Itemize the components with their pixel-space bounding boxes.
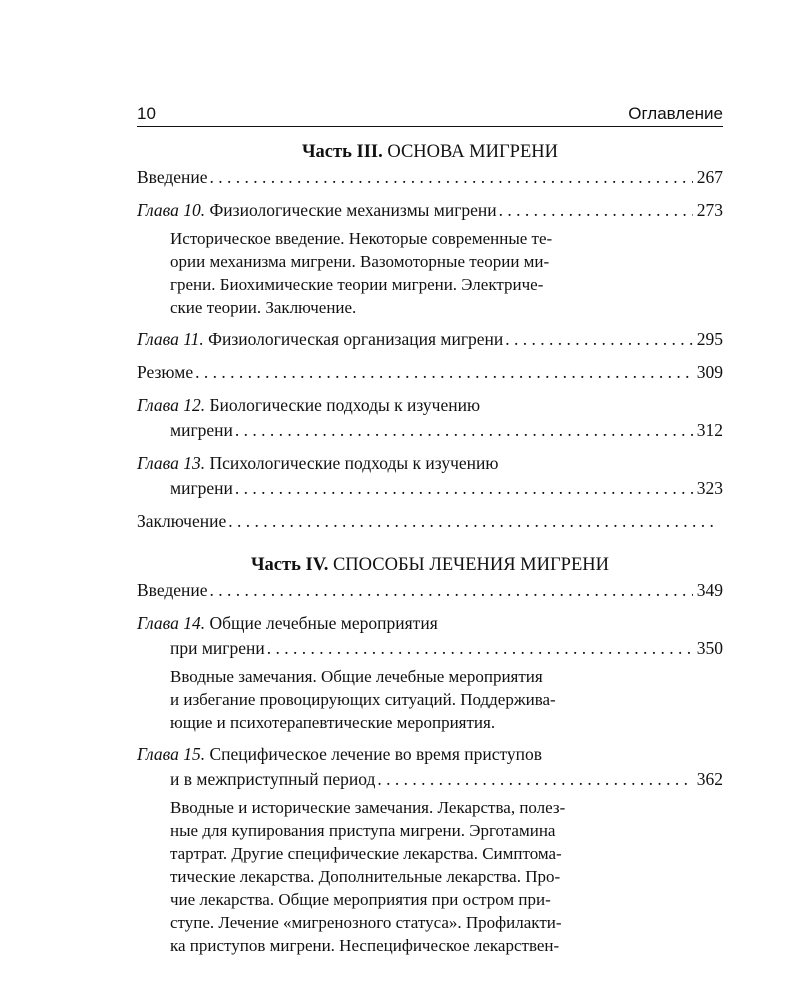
chapter-14-description: Вводные замечания. Общие лечебные мероприятия и избегание провоцирующих ситуаций. Поддержива- ющие и психотерапевтические мероприятия. (170, 667, 556, 732)
entry-page: 362 (696, 769, 723, 789)
entry-page: 349 (696, 580, 723, 600)
entry-page: 350 (696, 638, 723, 658)
leader-dots (265, 636, 693, 661)
toc-entry-summary[interactable] (137, 360, 723, 385)
toc-entry-chapter-15[interactable] (137, 742, 723, 792)
entry-title: Общие лечебные мероприятия (209, 613, 438, 633)
entry-title: Заключение (137, 511, 227, 531)
toc-entry-conclusion[interactable] (137, 509, 723, 534)
entry-title: Физиологические механизмы мигрени (209, 200, 497, 220)
chapter-label: Глава 14. (137, 613, 206, 633)
table-of-contents (137, 140, 723, 957)
running-head (137, 100, 723, 124)
leader-dots (233, 476, 693, 501)
part-4-heading: Часть IV. СПОСОБЫ ЛЕЧЕНИЯ МИГРЕНИ (250, 555, 609, 575)
chapter-15-description: Вводные и исторические замечания. Лекарства, полез- ные для купирования приступа мигрени. Эрготамина тартрат. Другие специфические лекарства. Симптома- тические лекарства. Дополнительные лекарства. Про- чие лекарства. Общие мероприятия при остром при- ступе. Лечение «мигренозного статуса». Профилакти- ка приступов мигрени. Неспецифическое лекарствен- (170, 798, 566, 955)
chapter-label: Глава 12. (137, 395, 206, 415)
entry-title: Физиологическая организация мигрени (208, 329, 504, 349)
chapter-10-description: Историческое введение. Некоторые современные те- ории механизма мигрени. Вазомоторные теории ми- грени. Биохимические теории мигрени. Электриче- ские теории. Заключение. (170, 229, 553, 317)
leader-dots (208, 165, 693, 190)
entry-page: 295 (696, 329, 723, 349)
entry-title: Психологические подходы к изучению (209, 453, 499, 473)
chapter-label: Глава 15. (137, 744, 206, 764)
toc-entry-chapter-12[interactable] (137, 393, 723, 443)
entry-title-continued: и в межприступный период (170, 769, 376, 789)
leader-dots (375, 767, 692, 792)
header-rule (137, 126, 723, 127)
toc-entry-part4-intro[interactable] (137, 578, 723, 603)
leader-dots (208, 578, 693, 603)
toc-entry-part3-intro[interactable] (137, 165, 723, 190)
entry-page: 312 (696, 420, 723, 440)
toc-entry-chapter-10[interactable] (137, 198, 723, 223)
chapter-label: Глава 11. (137, 329, 204, 349)
leader-dots (503, 327, 692, 352)
leader-dots (226, 509, 719, 534)
section-title: Оглавление (628, 104, 723, 123)
page-number: 10 (137, 104, 156, 123)
chapter-label: Глава 13. (137, 453, 206, 473)
entry-page: 309 (696, 362, 723, 382)
entry-title: Резюме (137, 362, 194, 382)
entry-title-continued: мигрени (170, 478, 233, 498)
entry-title-continued: мигрени (170, 420, 233, 440)
toc-entry-chapter-11[interactable] (137, 327, 723, 352)
part-3-heading: Часть III. ОСНОВА МИГРЕНИ (301, 142, 558, 162)
leader-dots (497, 198, 693, 223)
toc-entry-chapter-13[interactable] (137, 451, 723, 501)
entry-title: Введение (137, 167, 208, 187)
entry-page: 267 (696, 167, 723, 187)
leader-dots (233, 418, 693, 443)
entry-title: Специфическое лечение во время приступов (209, 744, 543, 764)
entry-title: Введение (137, 580, 208, 600)
entry-page: 323 (696, 478, 723, 498)
leader-dots (193, 360, 693, 385)
entry-title-continued: при мигрени (170, 638, 265, 658)
entry-title: Биологические подходы к изучению (209, 395, 481, 415)
chapter-label: Глава 10. (137, 200, 206, 220)
entry-page: 273 (696, 200, 723, 220)
toc-entry-chapter-14[interactable] (137, 611, 723, 661)
